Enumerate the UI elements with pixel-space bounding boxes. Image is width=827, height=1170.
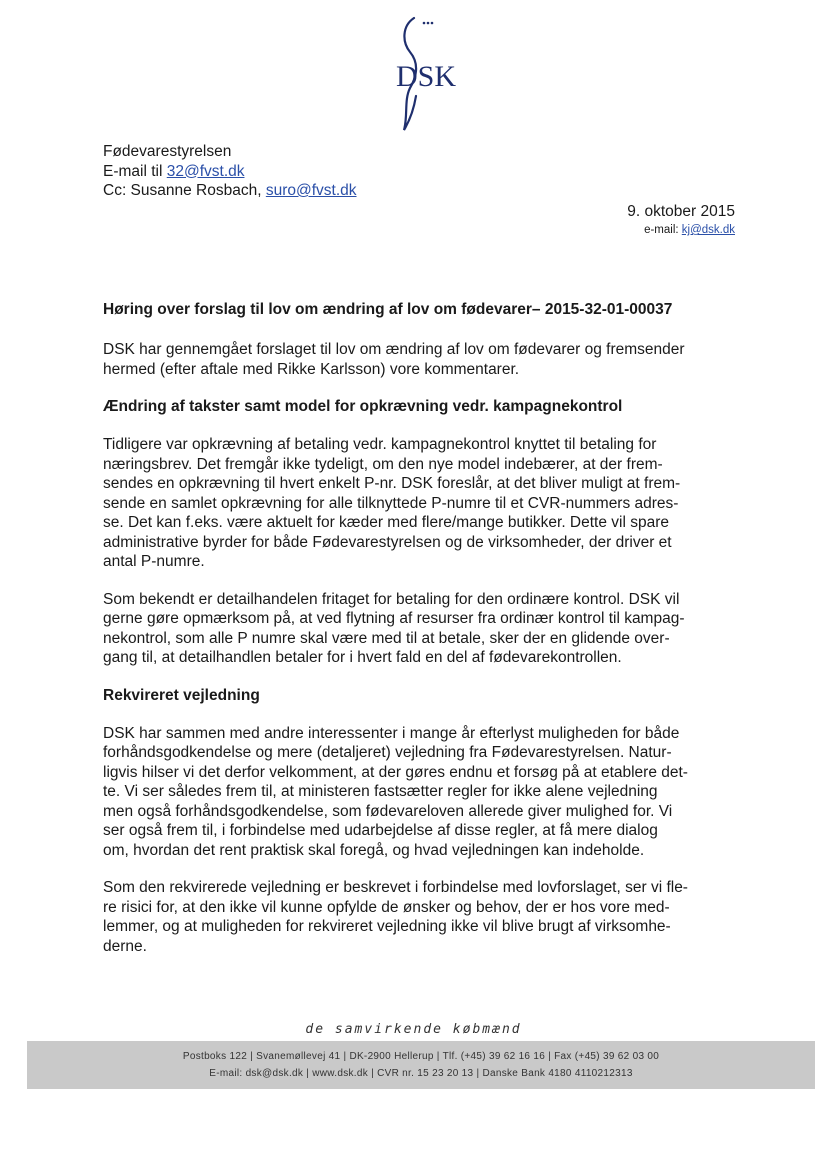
text-line: administrative byrder for både Fødevarestyrelsen og de virksomheder, der driver et <box>103 533 672 551</box>
text-line: se. Det kan f.eks. være aktuelt for kæder med flere/mange butikker. Dette vil spare <box>103 514 669 531</box>
sender-email-line <box>627 222 735 238</box>
text-line: re risici for, at den ikke vil kunne opfylde de ønsker og behov, der er hos vore med- <box>103 898 670 916</box>
sender-email-label: e-mail: <box>644 224 682 236</box>
text-line: om, hvordan det rent praktisk skal foregå, og hvad vejledningen kan indeholde. <box>103 841 645 859</box>
text-line: sende en samlet opkrævning for alle tilknyttede P-numre til et CVR-nummers adres- <box>103 494 679 512</box>
footer-line-1: Postboks 122 | Svanemøllevej 41 | DK-2900 Hellerup | Tlf. (+45) 39 62 16 16 | Fax (+45) 39 62 03 00 <box>182 1051 660 1062</box>
text-line: lemmer, og at muligheden for rekvireret vejledning ikke vil blive brugt af virksomhe- <box>103 918 671 935</box>
footer-bar <box>27 1041 815 1089</box>
text-line: ser også frem til, i forbindelse med udarbejdelse af disse regler, at få mere dialog <box>103 822 658 839</box>
recipient-name: Fødevarestyrelsen <box>103 143 232 160</box>
dsk-logo <box>386 12 457 136</box>
text-line: forhåndsgodkendelse og mere (detaljeret) vejledning fra Fødevarestyrelsen. Natur- <box>103 744 672 761</box>
text-line: Tidligere var opkrævning af betaling vedr. kampagnekontrol knyttet til betaling for <box>103 436 657 453</box>
text-line: antal P-numre. <box>103 553 205 570</box>
text-line: gang til, at detailhandlen betaler for i hvert fald en del af fødevarekontrollen. <box>103 649 622 666</box>
letter-date: 9. oktober 2015 <box>627 203 735 220</box>
recipient-block <box>103 142 357 201</box>
text-line: DSK har sammen med andre interessenter i mange år efterlyst muligheden for både <box>103 724 680 742</box>
tagline: de samvirkende købmænd <box>305 1022 522 1037</box>
text-line: nekontrol, som alle P numre skal være med til at betale, sker der en glidende over- <box>103 629 670 647</box>
dsk-logo-icon <box>386 12 457 136</box>
date-block <box>627 202 735 238</box>
letter-heading: Høring over forslag til lov om ændring af lov om fødevarer– 2015-32-01-00037 <box>103 301 673 318</box>
recipient-email-line <box>103 162 357 182</box>
section2-paragraph-1 <box>103 724 743 861</box>
cc-line <box>103 181 357 201</box>
text-line: Som bekendt er detailhandelen fritaget for betaling for den ordinære kontrol. DSK vil <box>103 590 680 608</box>
text-line: gerne gøre opmærksom på, at ved flytning af resurser fra ordinær kontrol til kampag- <box>103 610 685 627</box>
text-line: te. Vi ser således frem til, at ministeren fastsætter regler for ikke alene vejledning <box>103 783 658 800</box>
section1-paragraph-1 <box>103 435 743 572</box>
section-title-vejledning: Rekvireret vejledning <box>103 686 260 704</box>
section-title-takster: Ændring af takster samt model for opkrævning vedr. kampagnekontrol <box>103 398 623 415</box>
cc-prefix: Cc: Susanne Rosbach, <box>103 182 266 199</box>
text-line: næringsbrev. Det fremgår ikke tydeligt, om den nye model indebærer, at der frem- <box>103 455 663 473</box>
footer-line-2: E-mail: dsk@dsk.dk | www.dsk.dk | CVR nr. 15 23 20 13 | Danske Bank 4180 4110212313 <box>209 1068 633 1079</box>
section2-paragraph-2 <box>103 878 743 956</box>
recipient-email-prefix: E-mail til <box>103 162 167 180</box>
text-line: men også forhåndsgodkendelse, som fødevareloven allerede giver mulighed for. Vi <box>103 802 673 820</box>
letter-body <box>103 300 743 974</box>
text-line: hermed (efter aftale med Rikke Karlsson) vore kommentarer. <box>103 360 520 378</box>
text-line: sendes en opkrævning til hvert enkelt P-nr. DSK foreslår, at det bliver muligt at frem- <box>103 475 681 492</box>
svg-text:DSK: DSK <box>396 60 457 93</box>
intro-paragraph <box>103 340 743 379</box>
text-line: DSK har gennemgået forslaget til lov om ændring af lov om fødevarer og fremsender <box>103 341 685 358</box>
recipient-email-link[interactable]: 32@fvst.dk <box>166 162 245 180</box>
cc-email-link[interactable]: suro@fvst.dk <box>265 182 357 199</box>
sender-email-link[interactable]: kj@dsk.dk <box>681 224 735 236</box>
section1-paragraph-2 <box>103 590 743 668</box>
text-line: Som den rekvirerede vejledning er beskrevet i forbindelse med lovforslaget, ser vi fle- <box>103 879 688 896</box>
text-line: ligvis hilser vi det derfor velkomment, at der gøres endnu et forsøg på at etablere det- <box>103 763 688 781</box>
text-line: derne. <box>103 937 147 955</box>
